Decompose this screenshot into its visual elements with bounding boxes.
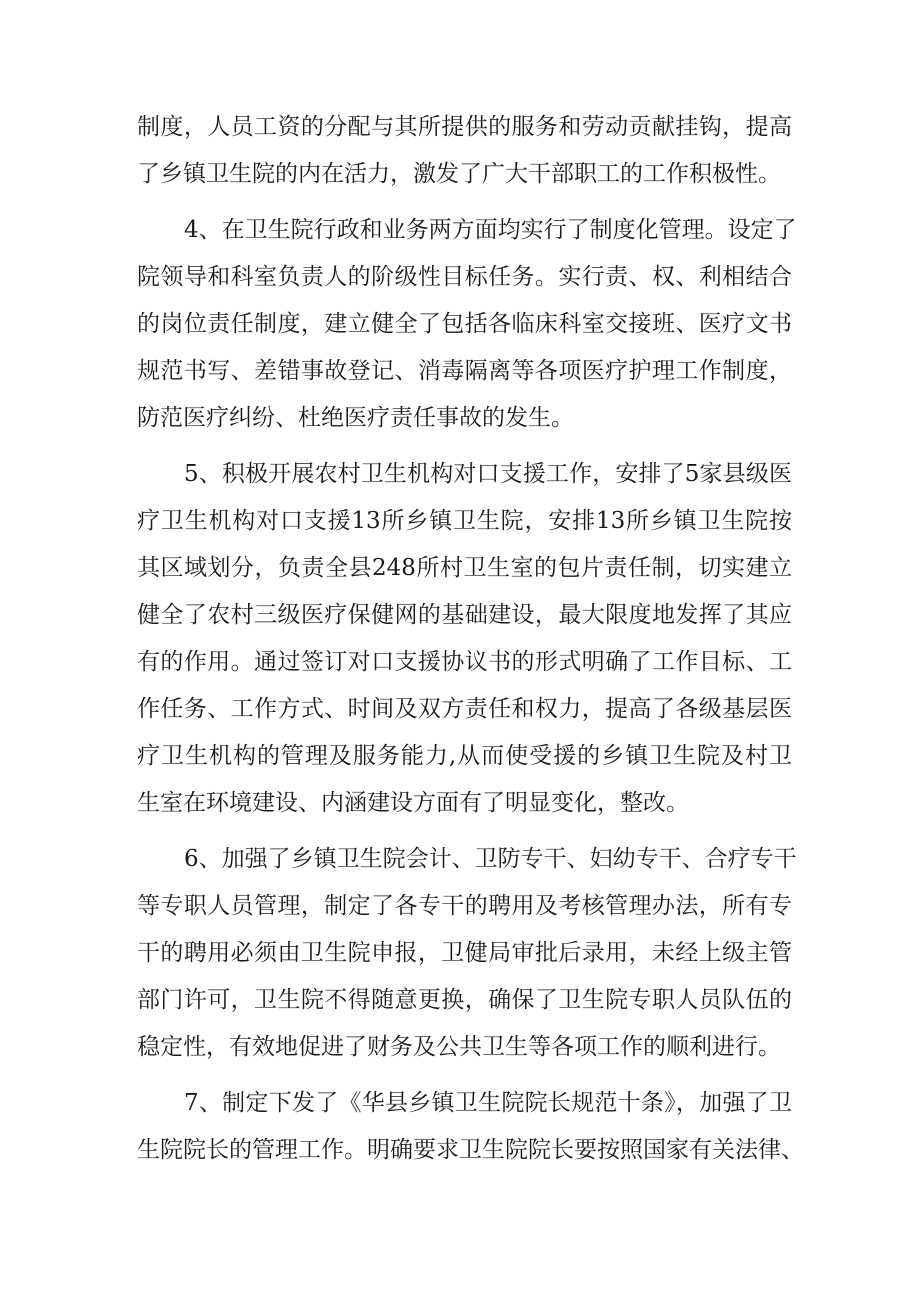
text-line: 其区域划分，负责全县248所村卫生室的包片责任制，切实建立	[137, 555, 792, 581]
text-line: 防范医疗纠纷、杜绝医疗责任事故的发生。	[137, 405, 574, 431]
paragraph-gap	[137, 198, 792, 207]
text-line: 部门许可，卫生院不得随意更换，确保了卫生院专职人员队伍的	[137, 987, 792, 1013]
text-line: 规范书写、差错事故登记、消毒隔离等各项医疗护理工作制度，	[137, 358, 792, 384]
text-line: 疗卫生机构的管理及服务能力,从而使受援的乡镇卫生院及村卫	[137, 743, 792, 769]
text-line: 有的作用。通过签订对口支援协议书的形式明确了工作目标、工	[137, 649, 792, 675]
text-line: 7、制定下发了《华县乡镇卫生院院长规范十条》，加强了卫	[184, 1090, 792, 1116]
text-line: 等专职人员管理，制定了各专干的聘用及考核管理办法，所有专	[137, 893, 792, 919]
paragraph-gap	[137, 1071, 792, 1080]
text-line: 制度，人员工资的分配与其所提供的服务和劳动贡献挂钩，提高	[137, 114, 792, 140]
document-body	[137, 104, 804, 1174]
text-line: 5、积极开展农村卫生机构对口支援工作，安排了5家县级医	[184, 461, 792, 487]
text-line: 的岗位责任制度，建立健全了包括各临床科室交接班、医疗文书	[137, 311, 792, 337]
text-line: 稳定性，有效地促进了财务及公共卫生等各项工作的顺利进行。	[137, 1034, 781, 1060]
text-line: 干的聘用必须由卫生院申报，卫健局审批后录用，未经上级主管	[137, 940, 792, 966]
text-line: 4、在卫生院行政和业务两方面均实行了制度化管理。设定了	[184, 217, 797, 243]
text-line: 院领导和科室负责人的阶级性目标任务。实行责、权、利相结合	[137, 264, 792, 290]
text-line: 作任务、工作方式、时间及双方责任和权力，提高了各级基层医	[137, 696, 792, 722]
text-line: 疗卫生机构对口支援13所乡镇卫生院，安排13所乡镇卫生院按	[137, 508, 792, 534]
text-line: 6、加强了乡镇卫生院会计、卫防专干、妇幼专干、合疗专干	[184, 846, 797, 872]
text-line: 健全了农村三级医疗保健网的基础建设，最大限度地发挥了其应	[137, 602, 792, 628]
text-line: 生室在环境建设、内涵建设方面有了明显变化，整改。	[137, 790, 689, 816]
text-line: 了乡镇卫生院的内在活力，激发了广大干部职工的工作积极性。	[137, 161, 781, 187]
paragraph-gap	[137, 442, 792, 451]
text-line: 生院院长的管理工作。明确要求卫生院院长要按照国家有关法律、	[137, 1137, 804, 1163]
paragraph-gap	[137, 827, 792, 836]
